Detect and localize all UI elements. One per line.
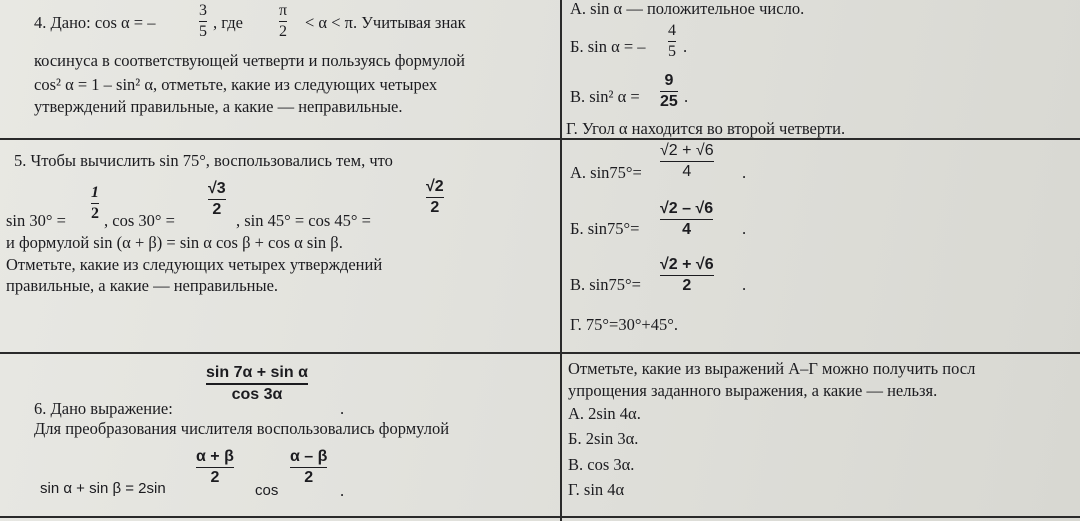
q5-option-b-den: 4 xyxy=(682,221,692,239)
q4-line4: утверждений правильные, а какие — неправильные. xyxy=(34,97,403,116)
q4-line3: cos² α = 1 – sin² α, отметьте, какие из следующих четырех xyxy=(34,75,438,94)
row-divider-bottom xyxy=(0,516,1080,518)
q6-option-v: В. cos 3α. xyxy=(568,455,635,474)
q4-option-v: В. sin² α = xyxy=(570,87,640,106)
q4-option-b: Б. sin α = – xyxy=(570,37,646,56)
q5-frac-sqrt2-den: 2 xyxy=(430,199,440,217)
q4-option-v-frac xyxy=(660,72,678,111)
q4-line1-a: 4. Дано: cos α = – xyxy=(34,13,156,32)
q6-option-b: Б. 2sin 3α. xyxy=(568,429,639,448)
q5-option-g: Г. 75°=30°+45°. xyxy=(570,315,678,334)
q6-formula-frac2-den: 2 xyxy=(304,469,314,487)
fraction-bar xyxy=(660,91,678,92)
q4-frac-3-5 xyxy=(199,2,207,41)
q5-frac-sqrt3-num: √3 xyxy=(208,180,226,197)
q5-option-b: Б. sin75°= xyxy=(570,219,640,238)
fraction-bar xyxy=(660,161,714,162)
q6-expression-period: . xyxy=(340,399,345,418)
q6-line2: Для преобразования числителя воспользовались формулой xyxy=(34,419,450,438)
q6-expression-num: sin 7α + sin α xyxy=(206,364,308,381)
q5-option-b-frac xyxy=(660,200,713,239)
q6-formula-frac1 xyxy=(196,448,234,487)
q4-frac1-num: 3 xyxy=(199,2,207,19)
q6-formula-frac1-num: α + β xyxy=(196,448,234,465)
q4-option-b-num: 4 xyxy=(668,22,676,39)
q5-line3: и формулой sin (α + β) = sin α cos β + cos α sin β. xyxy=(6,233,343,252)
q5-frac-half-den: 2 xyxy=(91,205,99,223)
q5-option-v-num: √2 + √6 xyxy=(660,256,714,273)
q6-expression-frac xyxy=(206,364,308,404)
fraction-bar xyxy=(279,21,287,22)
fraction-bar xyxy=(290,467,327,468)
q6-formula-frac2 xyxy=(290,448,327,487)
q4-frac1-den: 5 xyxy=(199,23,207,41)
q6-line1: 6. Дано выражение: xyxy=(34,399,173,418)
q4-option-b-den: 5 xyxy=(668,43,676,61)
q4-frac2-den: 2 xyxy=(279,23,288,41)
q5-option-b-num: √2 – √6 xyxy=(660,200,714,217)
q6-option-g: Г. sin 4α xyxy=(568,480,625,499)
fraction-bar xyxy=(660,275,714,276)
fraction-bar xyxy=(199,21,207,22)
q5-option-a-num: √2 + √6 xyxy=(660,142,714,159)
q4-option-v-num: 9 xyxy=(664,72,674,89)
q6-right-line1: Отметьте, какие из выражений А–Г можно получить посл xyxy=(568,359,976,378)
q4-frac-pi-2 xyxy=(279,2,287,41)
fraction-bar xyxy=(91,203,99,204)
q4-line1-c: < α < π. Учитывая знак xyxy=(305,13,466,32)
q4-option-v-den: 25 xyxy=(660,93,678,111)
q4-option-b-frac xyxy=(668,22,676,61)
q5-option-a-period: . xyxy=(742,163,747,182)
q4-frac2-num: π xyxy=(279,2,288,19)
q4-option-v-period: . xyxy=(684,87,689,106)
fraction-bar xyxy=(206,383,308,385)
q5-frac-sqrt3 xyxy=(208,180,226,219)
q6-option-a: А. 2sin 4α. xyxy=(568,404,641,423)
q5-frac-half xyxy=(91,184,99,223)
q4-option-b-period: . xyxy=(683,37,688,56)
q5-line5: правильные, а какие — неправильные. xyxy=(6,276,279,295)
q5-option-v-den: 2 xyxy=(682,277,692,295)
q4-option-g: Г. Угол α находится во второй четверти. xyxy=(566,119,846,138)
q5-line1: 5. Чтобы вычислить sin 75°, воспользовались тем, что xyxy=(14,151,393,170)
q6-expression-den: cos 3α xyxy=(231,386,283,403)
fraction-bar xyxy=(196,467,234,468)
q4-line2: косинуса в соответствующей четверти и пользуясь формулой xyxy=(34,51,465,70)
q5-option-v-frac xyxy=(660,256,714,295)
q6-formula-frac1-den: 2 xyxy=(210,469,220,487)
row-divider-q4-q5 xyxy=(0,138,1080,140)
q5-option-v: В. sin75°= xyxy=(570,275,641,294)
q5-frac-sqrt2 xyxy=(426,178,444,217)
fraction-bar xyxy=(426,197,444,198)
q5-option-a-frac xyxy=(660,142,714,181)
q5-option-a: А. sin75°= xyxy=(570,163,642,182)
q6-formula-pre: sin α + sin β = 2sin xyxy=(40,480,166,497)
q5-frac-sqrt2-num: √2 xyxy=(426,178,444,195)
q5-line2-c: , sin 45° = cos 45° = xyxy=(236,211,371,230)
q6-formula-frac2-num: α – β xyxy=(290,448,328,465)
q6-right-line2: упрощения заданного выражения, а какие — нельзя. xyxy=(568,381,938,400)
q5-option-a-den: 4 xyxy=(682,163,692,181)
fraction-bar xyxy=(208,199,226,200)
row-divider-q5-q6 xyxy=(0,352,1080,354)
q5-line2-a: sin 30° = xyxy=(6,211,66,230)
q4-option-a: А. sin α — положительное число. xyxy=(570,0,805,18)
q5-frac-half-num: 1 xyxy=(91,184,99,201)
q5-line4: Отметьте, какие из следующих четырех утверждений xyxy=(6,255,383,274)
q5-frac-sqrt3-den: 2 xyxy=(212,201,222,219)
q6-formula-period: . xyxy=(340,481,345,500)
q4-line1-b: , где xyxy=(213,13,243,32)
q6-formula-mid: cos xyxy=(255,482,279,499)
fraction-bar xyxy=(668,41,676,42)
q5-option-b-period: . xyxy=(742,219,747,238)
fraction-bar xyxy=(660,219,713,220)
q5-line2-b: , cos 30° = xyxy=(104,211,175,230)
q5-option-v-period: . xyxy=(742,275,747,294)
column-divider xyxy=(560,0,562,521)
